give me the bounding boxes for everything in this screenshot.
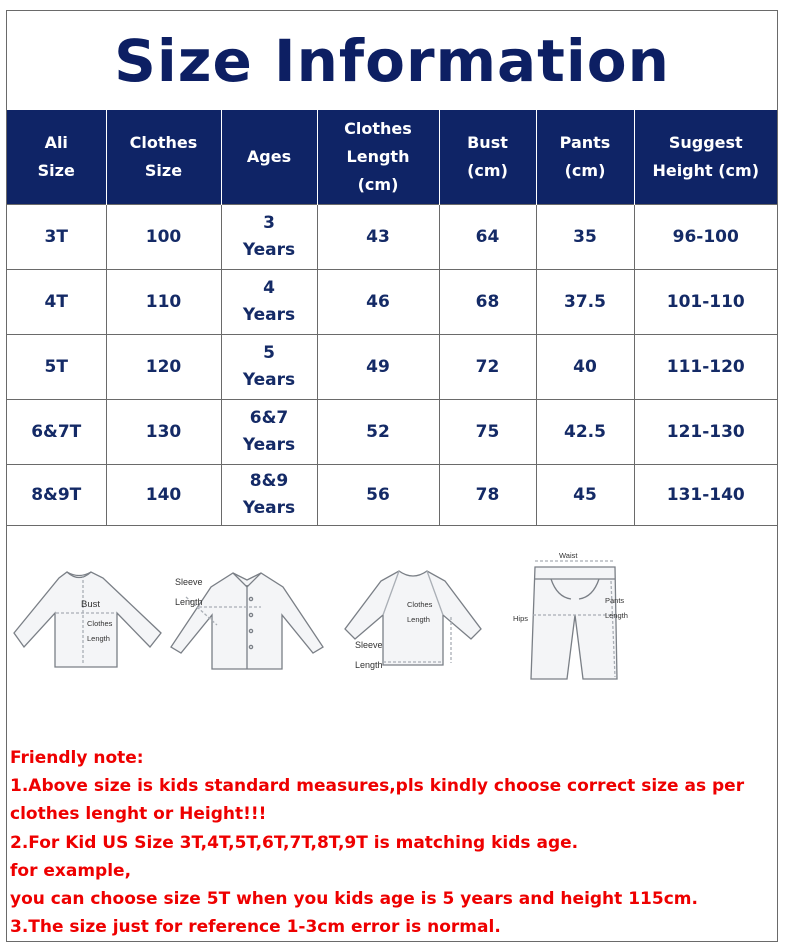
table-row [7,335,777,400]
cell-ages: 5 Years [221,335,317,400]
note-line: 1.Above size is kids standard measures,pls kindly choose correct size as per clothes lenght or Height!!! [10,776,745,825]
cell-pants: 37.5 [536,270,634,335]
label-bust: Bust [81,599,101,610]
cell-clothes-size: 120 [106,335,221,400]
cell-ages: 3 Years [221,205,317,270]
column-header-pants: Pants (cm) [536,110,634,205]
cell-pants: 35 [536,205,634,270]
label-tshirt-length: Length [87,634,110,643]
cell-clothes-size: 130 [106,400,221,465]
label-pants-length: Length [605,611,628,620]
cell-clothes-length: 49 [317,335,439,400]
label-pants: Pants [605,596,625,605]
label-raglan-length: Length [407,615,430,624]
note-line: you can choose size 5T when you kids age is 5 years and height 115cm. [10,889,698,910]
cell-clothes-length: 43 [317,205,439,270]
cell-bust: 72 [439,335,536,400]
cell-bust: 78 [439,465,536,526]
column-header-ali-size: Ali Size [7,110,106,205]
label-shirt-length: Length [175,597,203,607]
note-line: 3.The size just for reference 1-3cm error is normal. [10,917,501,938]
note-heading: Friendly note: [10,748,144,768]
cell-suggest-height: 101-110 [634,270,777,335]
cell-ali-size: 6&7T [7,400,106,465]
cell-clothes-length: 56 [317,465,439,526]
cell-ali-size: 8&9T [7,465,106,526]
measurement-diagrams [11,537,661,697]
cell-ali-size: 3T [7,205,106,270]
cell-suggest-height: 96-100 [634,205,777,270]
column-header-bust: Bust (cm) [439,110,536,205]
pants-diagram [531,561,617,679]
label-hips: Hips [513,614,529,623]
label-waist: Waist [559,551,578,560]
cell-clothes-length: 46 [317,270,439,335]
cell-suggest-height: 121-130 [634,400,777,465]
cell-clothes-size: 110 [106,270,221,335]
note-line: for example, [10,860,132,881]
cell-bust: 68 [439,270,536,335]
cell-ali-size: 4T [7,270,106,335]
column-header-clothes-size: Clothes Size [106,110,221,205]
label-shirt-sleeve: Sleeve [175,577,203,587]
measurement-diagrams-svg [11,537,661,697]
table-row [7,270,777,335]
cell-pants: 40 [536,335,634,400]
table-row [7,400,777,465]
cell-bust: 64 [439,205,536,270]
cell-suggest-height: 131-140 [634,465,777,526]
header-row [7,110,777,205]
cell-clothes-size: 140 [106,465,221,526]
size-table [7,110,777,526]
column-header-suggest-height: Suggest Height (cm) [634,110,777,205]
cell-clothes-length: 52 [317,400,439,465]
cell-pants: 42.5 [536,400,634,465]
page-title: Size Information [114,26,670,95]
label-raglan-sleeve-length: Length [355,660,383,670]
friendly-notes [10,744,774,941]
cell-ages: 8&9 Years [221,465,317,526]
shirt-diagram [171,573,323,669]
cell-ages: 4 Years [221,270,317,335]
cell-ali-size: 5T [7,335,106,400]
column-header-clothes-length: Clothes Length (cm) [317,110,439,205]
size-chart-frame [6,10,778,942]
label-raglan-sleeve: Sleeve [355,640,383,650]
cell-pants: 45 [536,465,634,526]
table-row [7,465,777,526]
label-tshirt-clothes: Clothes [87,619,113,628]
column-header-ages: Ages [221,110,317,205]
cell-ages: 6&7 Years [221,400,317,465]
cell-clothes-size: 100 [106,205,221,270]
note-line: 2.For Kid US Size 3T,4T,5T,6T,7T,8T,9T is matching kids age. [10,832,579,853]
cell-suggest-height: 111-120 [634,335,777,400]
label-raglan-clothes: Clothes [407,600,433,609]
table-row [7,205,777,270]
cell-bust: 75 [439,400,536,465]
